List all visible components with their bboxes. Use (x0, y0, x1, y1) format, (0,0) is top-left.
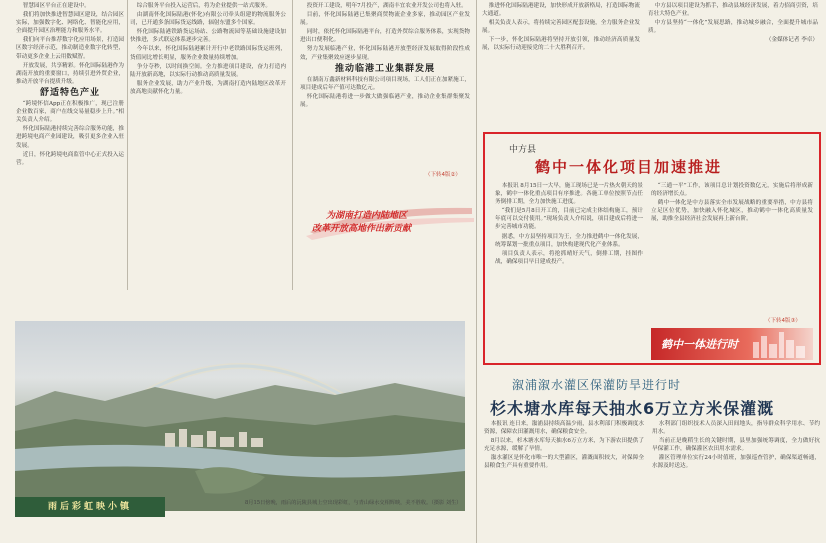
paragraph: 怀化国际陆港铁路货运场站、公路物流园等基础设施建设加快推进，多式联运体系逐步完善。 (130, 29, 286, 44)
paragraph: 本报讯 8月15日一大早，施工现场已是一片热火朝天的景象，鹤中一体化重点项目有序推进。各施工单位按照节点任务倒排工期，全力加快施工进度。 (495, 183, 643, 206)
column-divider (127, 0, 128, 290)
article2-kicker: 溆浦溆水灌区保灌防旱进行时 (512, 378, 682, 392)
landscape-illustration (15, 321, 465, 511)
article-column-1 (16, 2, 124, 284)
paragraph: 综合服务平台投入运营后，将为企业提供一站式服务。 (136, 3, 271, 9)
city-skyline-icon (749, 330, 809, 358)
section-subhead: 舒适特色产业 (39, 87, 100, 98)
paragraph: 我们将加快推进智慧园区建设，结合园区实际，加强数字化、网络化、智能化应用，全面提升园区治理能力和服务水平。 (16, 12, 124, 35)
paragraph: 水利部门组织技术人员深入田间地头，指导群众科学用水、节约用水。 (652, 421, 820, 436)
paragraph: 智慧园区平台正在建设中。 (22, 3, 90, 9)
paragraph: 争分夺秒，以时间换空间。全力推进项目建设，奋力打造内陆开放新高地，以实际行动推动高质量发展。 (130, 63, 286, 78)
section-subhead: 推动临港工业集群发展 (334, 63, 435, 74)
continued-note[interactable]: （下转4版③） (765, 318, 801, 324)
paragraph: 在湖南万鑫新材料科技有限公司项目现场，工人们正在加紧施工，项目建成后年产值可达数亿元。 (300, 76, 470, 91)
feature-column-left (495, 182, 643, 360)
paragraph: 目前，怀化国际陆港已集聚商贸物流企业多家，推动园区产业发展。 (300, 12, 470, 27)
paragraph: 8月以来，杉木塘水库每天抽水6万立方米，为下游农田提供了充足水源，缓解了旱情。 (484, 438, 644, 453)
promo-slogan (302, 202, 478, 240)
paragraph: “我们是5月8日开工的，目前已完成主体结构施工，预计年底可以交付使用。”现场负责人介绍说，项目建成后将进一步完善城市功能。 (495, 208, 643, 231)
paragraph: 今年以来，怀化国际陆港累计开行中老铁路国际货运班列，货值同比增长明显，服务企业数量持续增加。 (130, 46, 286, 61)
paragraph: 我们向平台推荐数字化应用场景，打造园区数字经济示范，推动制造业数字化转型，带动更多企业上云用数赋智。 (16, 37, 124, 60)
paragraph: 同时，依托怀化国际陆港平台，打造外贸综合服务体系，实现货物进出口便利化。 (300, 29, 470, 44)
photo-caption: 8月15日傍晚，雨后的沅陵县城上空出现彩虹，与青山绿水交相辉映，美不胜收。（摄影 刘生） (245, 500, 462, 506)
article-column-2 (130, 2, 286, 284)
byline: （金媒体记者 李卓） (765, 37, 818, 44)
paragraph: 开放发展，共享精彩。怀化国际陆港作为湖南开放的重要窗口，持续引进外贸企业，推动开放平台提质升级。 (16, 62, 124, 85)
paragraph: 推进怀化国际陆港建设，加快形成开放新格局，打造国际物流大通道。 (482, 3, 640, 18)
paragraph: 近日，怀化跨境电商监管中心正式投入运营。 (16, 151, 124, 166)
photo-title-label: 雨后彩虹映小镇 (15, 497, 165, 517)
article2-column-right (652, 420, 820, 542)
paragraph: 由湖南怀化国际陆港(怀化)有限公司牵头组建的物流服务公司，已开通多条国际货运线路，辐射东盟多个国家。 (130, 12, 286, 27)
paragraph: 下一步，怀化国际陆港将坚持开放引领，推动经济高质量发展，以实际行动迎接党的二十大胜利召开。 (482, 37, 640, 52)
paragraph: 中方县以项目建设为抓手，推动县域经济发展，着力招商引资，培育壮大特色产业。 (648, 3, 818, 18)
paragraph: 中方县坚持“一体化”发展思路，推动城乡融合，全面提升城市品质。 (648, 20, 818, 35)
paragraph: 努力发展临港产业，怀化国际陆港开放型经济发展取得阶段性成效，产业集聚效应逐步显现。 (300, 46, 470, 61)
paragraph: 怀化国际陆港持续完善综合服务功能，推进跨境电商产业园建设，吸引更多企业入驻发展。 (16, 126, 124, 149)
paragraph: “跨境怀信App正在积极推广，现已注册企业数百家，商户在线交易量稳步上升。”相关负责人介绍。 (16, 101, 124, 124)
column-divider (476, 0, 477, 543)
feature-banner-text: 鹤中一体进行时 (661, 338, 738, 351)
article2-headline: 杉木塘水库每天抽水6万立方米保灌溉 (490, 399, 775, 418)
paragraph: 投资开工建设，明年7月投产，湖南丰宜农业开发公司也将入驻。 (306, 3, 467, 9)
feature-banner (651, 328, 813, 360)
paragraph: “三通一平”工作，该项目总计划投资数亿元，实施后将形成新的经济增长点。 (651, 183, 813, 198)
paragraph: 本报讯 连日来，溆浦县持续高温少雨，县水利部门积极调度水资源，保障农田灌溉用水，确保粮食安全。 (484, 421, 644, 436)
paragraph: 灌区管理单位实行24小时值班，加强巡查管护，确保渠道畅通，水源及时送达。 (652, 455, 820, 470)
paragraph: 项目负责人表示，将抢抓晴好天气，倒排工期，挂图作战，确保项目早日建成投产。 (495, 250, 643, 265)
promo-line-2: 改革开放高地作出新贡献 (312, 224, 412, 234)
paragraph: 鹤中一体化是中方县落实全市发展战略的重要举措，中方县将立足区位优势，加快融入怀化城区，推动鹤中一体化高质量发展，助推全县经济社会发展再上新台阶。 (651, 200, 813, 223)
feature-location-tag: 中方县 (509, 145, 537, 155)
news-photo-rainbow[interactable] (15, 321, 465, 511)
feature-column-right (651, 182, 813, 312)
paragraph: 相关负责人表示，将持续完善园区配套设施，全力服务企业发展。 (482, 20, 640, 35)
feature-headline: 鹤中一体化项目加速推进 (535, 158, 723, 176)
column-divider (292, 0, 293, 290)
article2-column-left (484, 420, 644, 542)
article-column-4 (482, 2, 640, 128)
paragraph: 据悉，中方县坚持项目为王，全力推进鹤中一体化发展，统筹谋划一批重点项目，加快构建现代化产业体系。 (495, 233, 643, 248)
continued-note[interactable]: （下转4版②） (425, 172, 461, 178)
promo-line-1: 为湖南打造内陆地区 (326, 211, 408, 221)
feature-article-box[interactable] (483, 132, 821, 365)
paragraph: 服务企业发展，助力产业升级，为湖南打造内陆地区改革开放高地贡献怀化力量。 (130, 80, 286, 95)
article-column-5 (648, 2, 818, 128)
paragraph: 当前正是晚稻生长的关键时期，县里加强统筹调度，全力做好抗旱保灌工作，确保灌区农田用水需求。 (652, 438, 820, 453)
paragraph: 溆水灌区是怀化市唯一的大型灌区，灌溉面积较大，对保障全县粮食生产具有重要作用。 (484, 455, 644, 470)
paragraph: 怀化国际陆港将进一步做大做强临港产业，推动企业集群集聚发展。 (300, 93, 470, 109)
